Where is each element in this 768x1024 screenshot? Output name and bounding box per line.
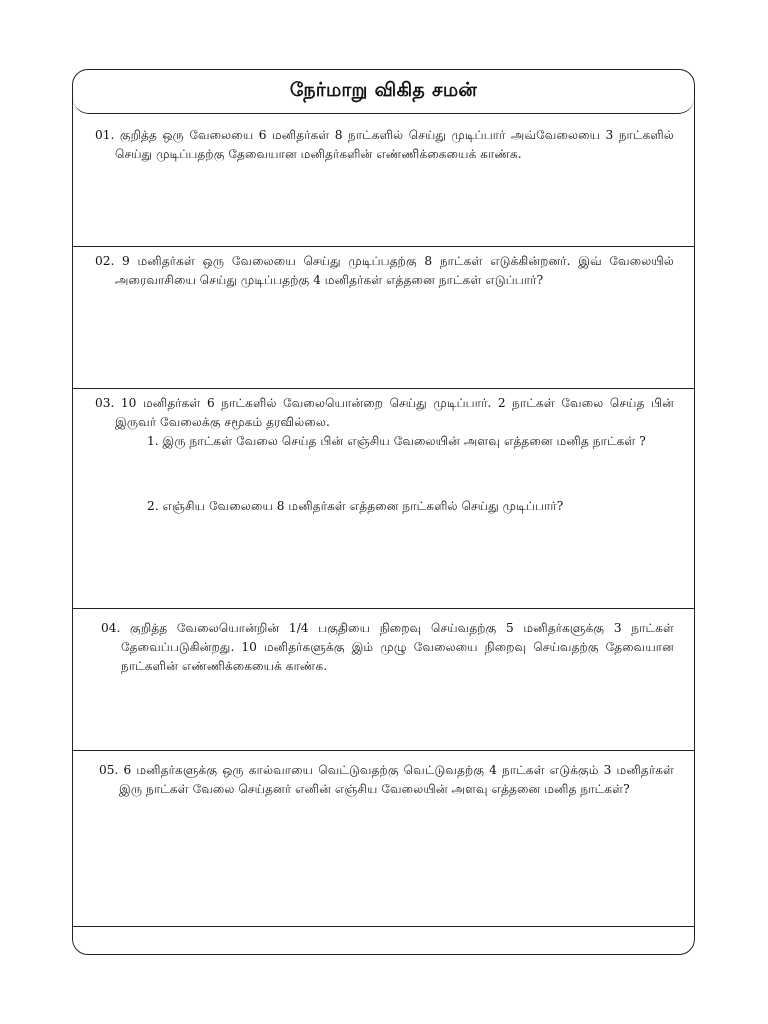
question-block-3: [73, 388, 694, 608]
question-3-sub-1: 1. இரு நாட்கள் வேலை செய்த பின் எஞ்சிய வேலையின் அளவு எத்தனை மனித நாட்கள் ?: [147, 434, 646, 448]
title-bar: [73, 70, 694, 114]
question-block-5: [73, 750, 694, 926]
page-title: நேர்மாறு விகித சமன்: [289, 79, 478, 101]
question-2-text: 02. 9 மனிதர்கள் ஒரு வேலையை செய்து முடிப்பதற்கு 8 நாட்கள் எடுக்கின்றனர். இவ் வேலையில் அரைவாசியை செய்து முடிப்பதற்கு 4 மனிதர்கள் எத்தனை நாட்கள் எடுப்பார்?: [95, 254, 674, 287]
question-block-2: [73, 246, 694, 388]
question-3-sub-2: 2. எஞ்சிய வேலையை 8 மனிதர்கள் எத்தனை நாட்களில் செய்து முடிப்பார்?: [147, 499, 564, 513]
question-block-1: [73, 126, 694, 246]
worksheet-frame: [72, 69, 695, 955]
question-5-text: 05. 6 மனிதர்களுக்கு ஒரு கால்வாயை வெட்டுவதற்கு வெட்டுவதற்கு 4 நாட்கள் எடுக்கும் 3 மனிதர்கள் இரு நாட்கள் வேலை செய்தனர் எனின் எஞ்சிய வேலையின் அளவு எத்தனை மனித நாட்கள்?: [99, 763, 674, 796]
question-1-text: 01. குறித்த ஒரு வேலையை 6 மனிதர்கள் 8 நாட்களில் செய்து முடிப்பார் அவ்வேலையை 3 நாட்களில் செய்து முடிப்பதற்கு தேவையான மனிதர்களின் எண்ணிக்கையைக் காண்க.: [95, 128, 674, 161]
question-block-4: [73, 608, 694, 750]
question-3-text: 03. 10 மனிதர்கள் 6 நாட்களில் வேலையொன்றை செய்து முடிப்பார். 2 நாட்கள் வேலை செய்த பின் இருவர் வேலைக்கு சமூகம் தரவில்லை.: [95, 396, 674, 429]
footer-divider: [73, 926, 694, 927]
question-4-text: 04. குறித்த வேலையொன்றின் 1/4 பகுதியை நிறைவு செய்வதற்கு 5 மனிதர்களுக்கு 3 நாட்கள் தேவைப்படுகின்றது. 10 மனிதர்களுக்கு இம் முழு வேலையை நிறைவு செய்வதற்கு தேவையான நாட்களின் எண்ணிக்கையைக் காண்க.: [101, 621, 674, 673]
